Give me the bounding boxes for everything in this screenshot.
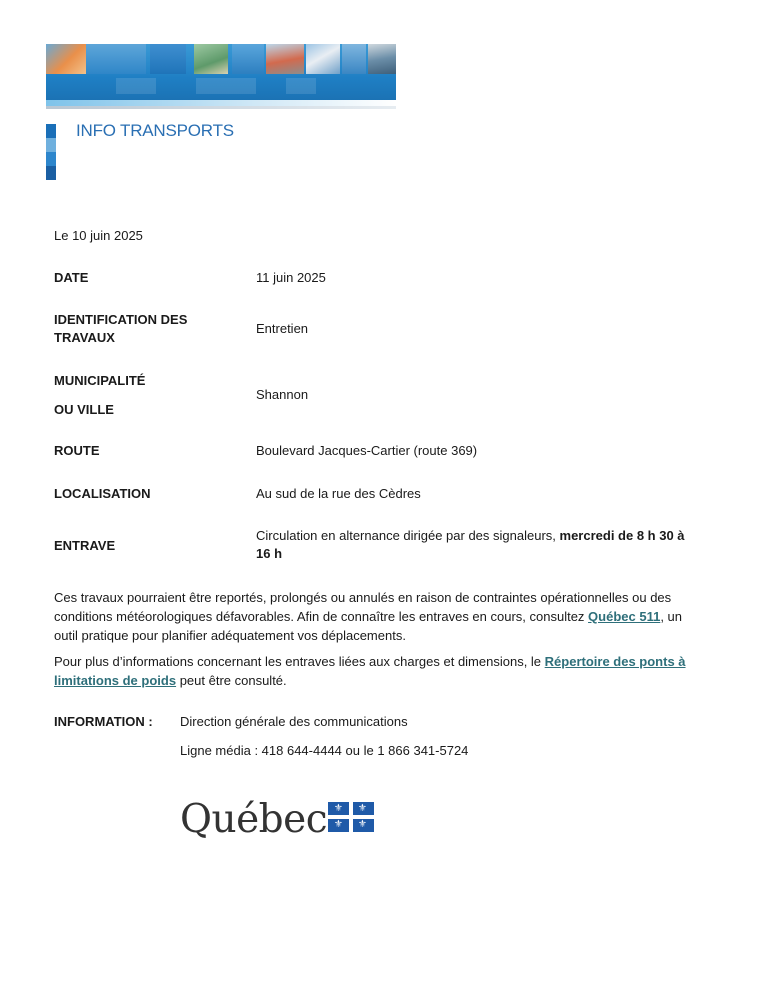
- row-label-line: IDENTIFICATION DES: [54, 312, 188, 327]
- banner-photo-city: [266, 44, 304, 74]
- page-title: INFO TRANSPORTS: [76, 121, 234, 140]
- paragraph-line: peut être consulté.: [176, 673, 287, 688]
- row-value-route: Boulevard Jacques-Cartier (route 369): [256, 443, 478, 458]
- banner-photo-block: [150, 44, 186, 74]
- banner-decor: [196, 78, 256, 94]
- title-side-marker: [46, 124, 56, 180]
- paragraph-repertoire: [54, 652, 714, 690]
- paragraph-line: Pour plus d’informations concernant les entraves liées aux charges et dimensions, le: [54, 654, 545, 669]
- paragraph-line: conditions météorologiques défavorables. Afin de connaître les entraves en cours, consultez: [54, 609, 589, 624]
- repertoire-ponts-link-cont[interactable]: limitations de poids: [54, 673, 177, 688]
- fleurdelise-flag-icon: ⚜ ⚜ ⚜ ⚜: [328, 802, 374, 832]
- quebec-511-link[interactable]: Québec 511: [588, 609, 661, 624]
- repertoire-ponts-link[interactable]: Répertoire des ponts à: [544, 654, 686, 669]
- information-phone: Ligne média : 418 644-4444 ou le 1 866 341-5724: [180, 743, 469, 758]
- row-label-localisation: LOCALISATION: [54, 486, 151, 501]
- row-value-localisation: Au sud de la rue des Cèdres: [256, 486, 421, 501]
- banner-photo-bus: [368, 44, 396, 74]
- banner-photo-block: [342, 44, 366, 74]
- information-label: INFORMATION :: [54, 714, 153, 729]
- header-banner: [46, 44, 396, 106]
- banner-decor: [116, 78, 156, 94]
- information-direction: Direction générale des communications: [180, 714, 408, 729]
- paragraph-conditions: [54, 588, 714, 645]
- row-label-entrave: ENTRAVE: [54, 538, 116, 553]
- banner-photo-bridge: [306, 44, 340, 74]
- row-value-date: 11 juin 2025: [256, 270, 326, 285]
- banner-photo-strip: [46, 44, 396, 74]
- row-label-line: TRAVAUX: [54, 330, 115, 345]
- quebec-logo-word: Québec: [180, 797, 328, 842]
- banner-photo-landscape: [194, 44, 228, 74]
- banner-decor: [286, 78, 316, 94]
- row-label-line: OU VILLE: [54, 402, 114, 417]
- banner-shadow: [46, 106, 396, 109]
- row-label-date: DATE: [54, 270, 89, 285]
- row-label-municipalite: [54, 372, 145, 419]
- paragraph-line: Ces travaux pourraient être reportés, prolongés ou annulés en raison de contraintes opérationnelles ou des: [54, 590, 672, 605]
- row-value-identification: Entretien: [256, 321, 309, 336]
- paragraph-line: outil pratique pour planifier adéquatement vos déplacements.: [54, 628, 406, 643]
- entrave-schedule-end: 16 h: [256, 546, 283, 561]
- entrave-schedule: mercredi de 8 h 30 à: [559, 528, 685, 543]
- row-label-line: MUNICIPALITÉ: [54, 373, 146, 388]
- row-value-municipalite: Shannon: [256, 387, 309, 402]
- banner-photo-sky: [86, 44, 146, 74]
- banner-photo-worker: [46, 44, 86, 74]
- paragraph-line: , un: [660, 609, 683, 624]
- banner-photo-block: [232, 44, 264, 74]
- row-label-route: ROUTE: [54, 443, 100, 458]
- row-label-identification: [54, 311, 187, 347]
- row-value-entrave: [256, 527, 706, 563]
- entrave-text: Circulation en alternance dirigée par des signaleurs,: [256, 528, 560, 543]
- letter-date: Le 10 juin 2025: [54, 228, 143, 243]
